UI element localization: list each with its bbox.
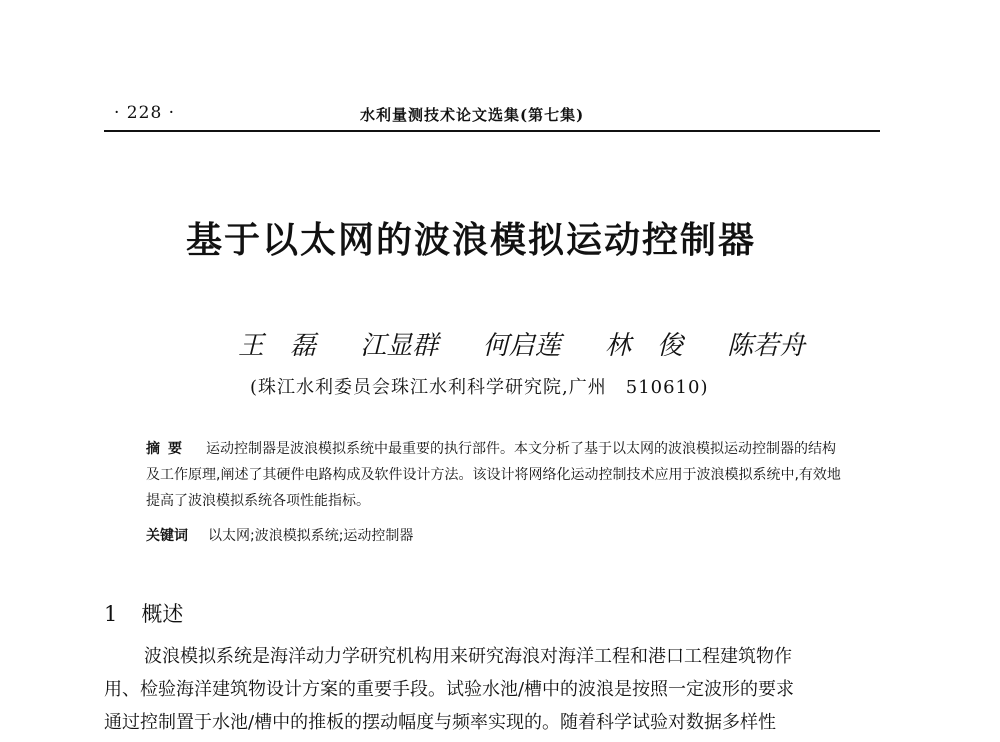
body-line: 用、检验海洋建筑物设计方案的重要手段。试验水池/槽中的波浪是按照一定波形的要求 <box>104 679 795 700</box>
abstract <box>146 436 846 514</box>
running-title: 水利量测技术论文选集(第七集) <box>360 106 585 124</box>
author-name: 江显群 <box>360 331 439 361</box>
header-rule <box>104 130 880 132</box>
author-list <box>238 325 805 362</box>
abstract-label: 摘要 <box>146 441 190 457</box>
section-title: 概述 <box>141 602 184 626</box>
paper-title: 基于以太网的波浪模拟运动控制器 <box>186 220 757 261</box>
page-number: · 228 · <box>114 103 176 123</box>
author-name: 陈若舟 <box>727 331 806 361</box>
section-heading <box>104 598 183 628</box>
abstract-text: 运动控制器是波浪模拟系统中最重要的执行部件。本文分析了基于以太网的波浪模拟运动控制器的结构及工作原理,阐述了其硬件电路构成及软件设计方法。该设计将网络化运动控制技术应用于波浪模拟系统中,有效地提高了波浪模拟系统各项性能指标。 <box>146 441 841 509</box>
body-text <box>104 640 884 739</box>
affiliation: (珠江水利委员会珠江水利科学研究院,广州 510610) <box>250 377 709 398</box>
author-name: 林 俊 <box>604 331 683 361</box>
author-name: 何启莲 <box>482 331 561 361</box>
section-number: 1 <box>104 602 118 626</box>
body-line: 通过控制置于水池/槽中的推板的摆动幅度与频率实现的。随着科学试验对数据多样性 <box>104 712 777 733</box>
body-line: 波浪模拟系统是海洋动力学研究机构用来研究海浪对海洋工程和港口工程建筑物作 <box>144 646 792 667</box>
author-name: 王 磊 <box>238 331 317 361</box>
keywords-text: 以太网;波浪模拟系统;运动控制器 <box>208 528 414 544</box>
keywords-label: 关键词 <box>146 528 188 544</box>
keywords <box>146 525 413 545</box>
